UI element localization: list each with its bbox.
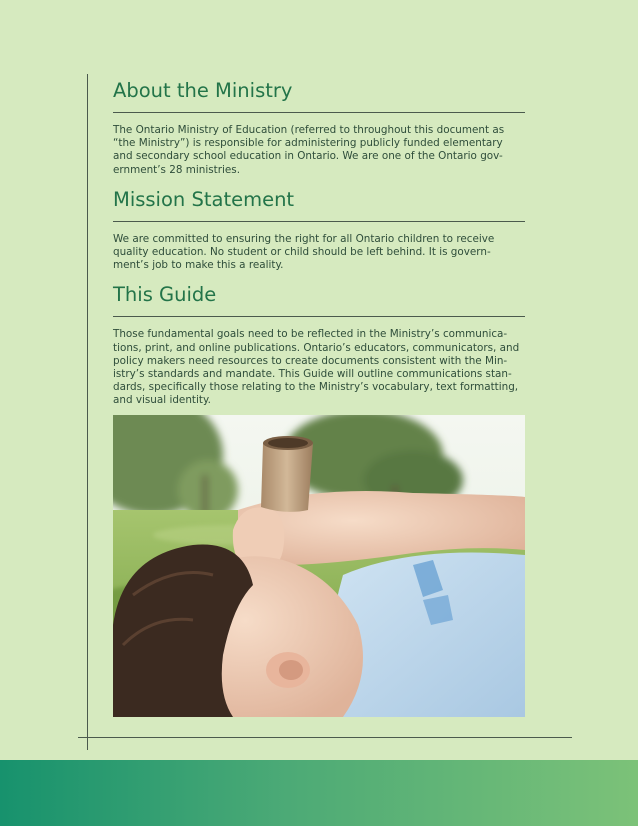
guide-section bbox=[113, 282, 525, 407]
boy-with-cardboard-tube-photo bbox=[113, 415, 525, 717]
page-content bbox=[113, 78, 525, 418]
guide-paragraph: Those fundamental goals need to be reflected in the Ministry’s communica- tions, print, and online publications. Ontario’s educators, communicators, and policy makers need resources to create documents consistent with the Min- istry’s standards and mandate. This Guide will outline communications stan- dards, specifically those relating to the Ministry’s vocabulary, text formatting, and visual identity. bbox=[113, 328, 520, 407]
footer-gradient-bar bbox=[0, 760, 638, 826]
about-heading: About the Ministry bbox=[113, 79, 293, 102]
mission-rule bbox=[113, 221, 525, 222]
guide-heading: This Guide bbox=[113, 283, 217, 307]
margin-vertical-rule bbox=[87, 74, 88, 750]
mission-paragraph: We are committed to ensuring the right for all Ontario children to receive quality education. No student or child should be left behind. It is govern- ment’s job to make this a reality. bbox=[113, 232, 495, 272]
about-rule bbox=[113, 112, 525, 113]
about-section bbox=[113, 78, 525, 177]
about-paragraph: The Ontario Ministry of Education (referred to throughout this document as “the Ministry”) is responsible for administering publicly funded elementary and secondary school education in Ontario. We are one of the Ontario gov- ernment’s 28 ministries. bbox=[113, 124, 505, 176]
guide-rule bbox=[113, 316, 525, 317]
bottom-horizontal-rule bbox=[78, 737, 572, 738]
mission-heading: Mission Statement bbox=[113, 187, 295, 211]
mission-section bbox=[113, 187, 525, 273]
